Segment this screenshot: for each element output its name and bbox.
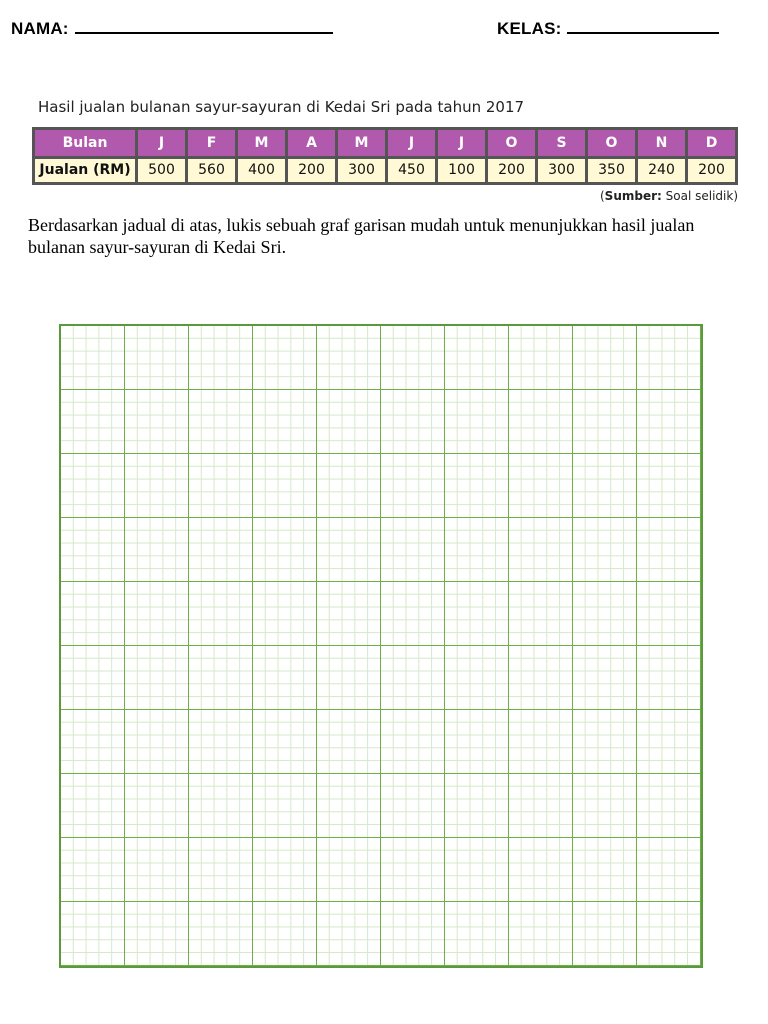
sales-cell: 240	[638, 159, 685, 182]
month-cell: O	[588, 130, 635, 156]
month-cell: F	[188, 130, 235, 156]
class-label: KELAS:	[497, 19, 562, 38]
sales-cell: 200	[488, 159, 535, 182]
sales-cell: 400	[238, 159, 285, 182]
sales-table	[32, 127, 738, 185]
sales-cell: 450	[388, 159, 435, 182]
month-cell: A	[288, 130, 335, 156]
sales-cell: 500	[138, 159, 185, 182]
month-cell: J	[438, 130, 485, 156]
name-blank-line[interactable]	[75, 16, 333, 34]
graph-paper-grid[interactable]	[59, 324, 703, 968]
month-cell: S	[538, 130, 585, 156]
source-label: Sumber:	[604, 189, 662, 203]
month-cell: M	[338, 130, 385, 156]
name-field[interactable]	[11, 16, 333, 39]
source-note: (Sumber: Soal selidik)	[599, 189, 738, 203]
class-blank-line[interactable]	[567, 16, 719, 34]
month-cell: J	[138, 130, 185, 156]
sales-cell: 100	[438, 159, 485, 182]
name-label: NAMA:	[11, 19, 69, 38]
month-row-label: Bulan	[35, 130, 135, 156]
class-field[interactable]	[497, 16, 719, 39]
sales-cell: 300	[338, 159, 385, 182]
table-header-row	[35, 130, 735, 156]
table-data-row	[35, 159, 735, 182]
sales-cell: 200	[288, 159, 335, 182]
month-cell: J	[388, 130, 435, 156]
sales-cell: 200	[688, 159, 735, 182]
instruction-text: Berdasarkan jadual di atas, lukis sebuah graf garisan mudah untuk menunjukkan hasil jualan bulanan sayur-sayuran di Kedai Sri.	[28, 215, 695, 257]
sales-row-label: Jualan (RM)	[35, 159, 135, 182]
table-caption: Hasil jualan bulanan sayur-sayuran di Kedai Sri pada tahun 2017	[38, 98, 525, 116]
sales-cell: 300	[538, 159, 585, 182]
sales-cell: 560	[188, 159, 235, 182]
month-cell: N	[638, 130, 685, 156]
sales-cell: 350	[588, 159, 635, 182]
source-value: Soal selidik	[665, 189, 734, 203]
month-cell: D	[688, 130, 735, 156]
month-cell: M	[238, 130, 285, 156]
month-cell: O	[488, 130, 535, 156]
